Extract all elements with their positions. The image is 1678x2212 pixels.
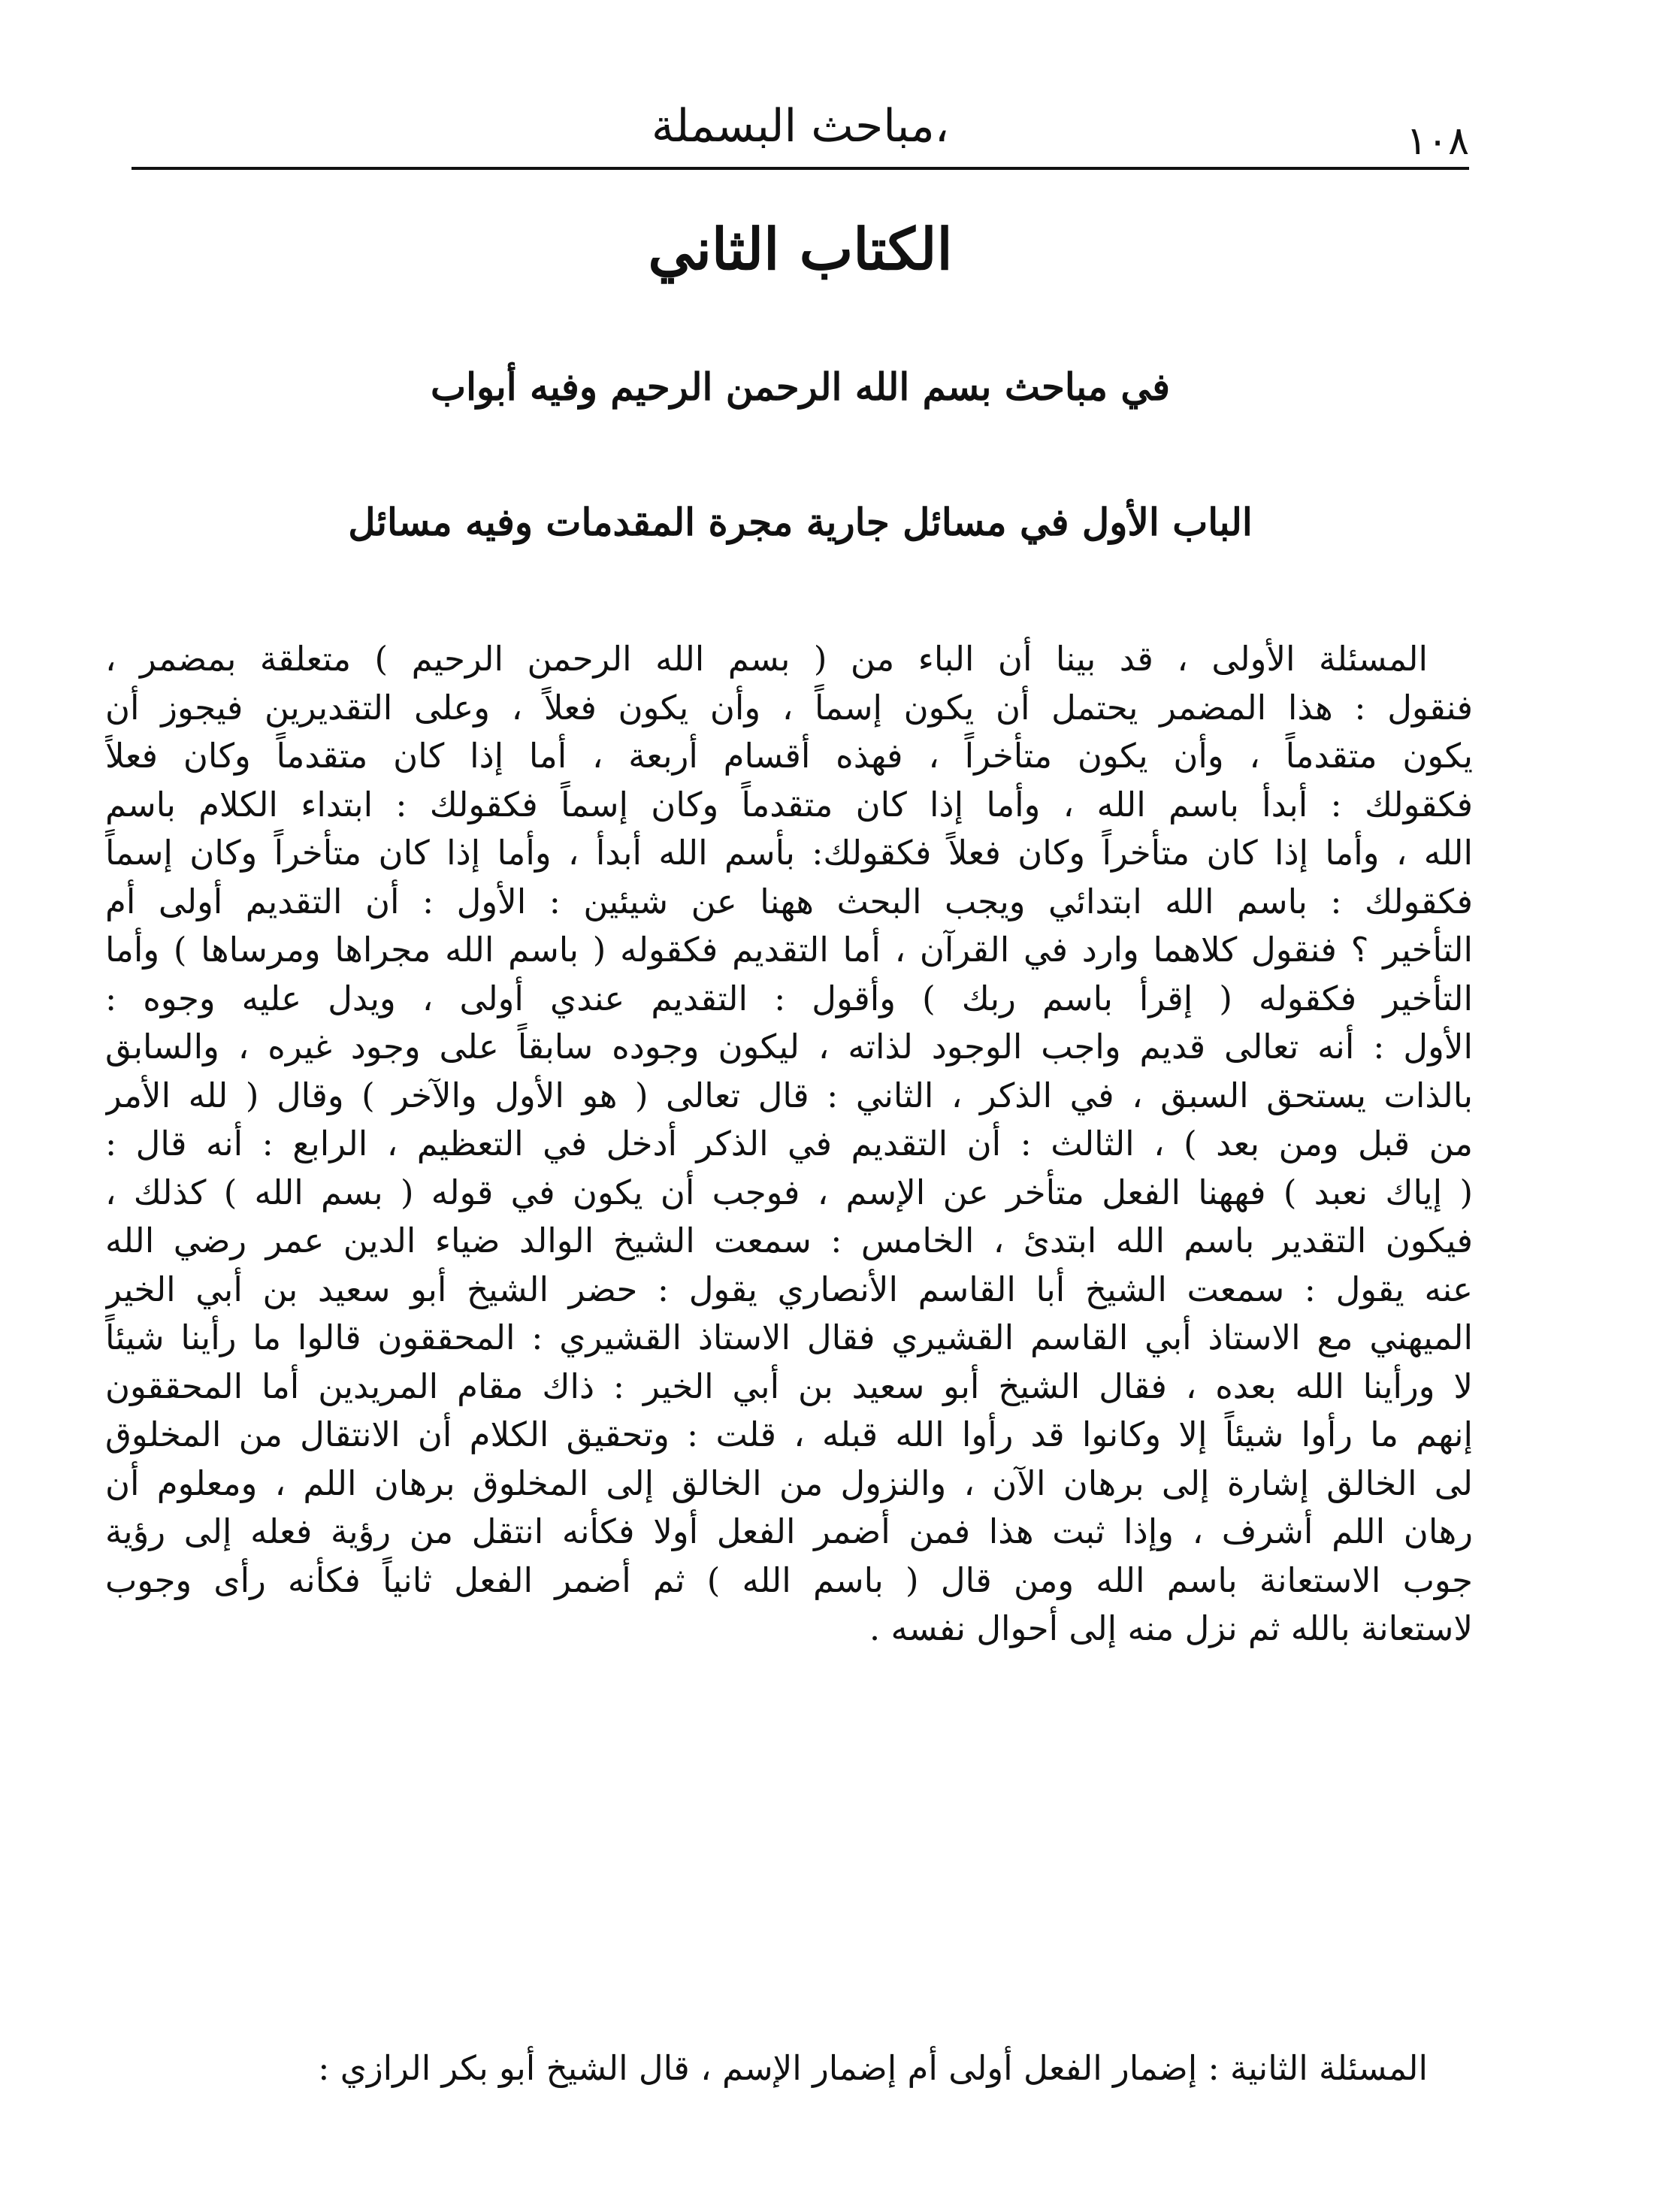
- text-line: بالذات يستحق السبق ، في الذكر ، الثاني : قال تعالى ( هو الأول والآخر ) وقال ( لله الأمر: [105, 1075, 1473, 1115]
- running-header: [132, 96, 1469, 171]
- text-line: جوب الاستعانة باسم الله ومن قال ( باسم الله ) ثم أضمر الفعل ثانياً فكأنه رأى وجوب: [105, 1560, 1473, 1600]
- book-title: الكتاب الثاني: [648, 216, 953, 283]
- text-line: ( إياك نعبد ) فههنا الفعل متأخر عن الإسم ، فوجب أن يكون في قوله ( بسم الله ) كذلك ،: [105, 1172, 1473, 1212]
- running-title: ،مباحث البسملة: [651, 100, 950, 153]
- text-line: المسئلة الأولى ، قد بينا أن الباء من ( بسم الله الرحمن الرحيم ) متعلقة بمضمر ،: [105, 639, 1428, 679]
- chapter-title: الباب الأول في مسائل جارية مجرة المقدمات وفيه مسائل: [348, 500, 1253, 544]
- text-line: لاستعانة بالله ثم نزل منه إلى أحوال نفسه .: [869, 1608, 1473, 1648]
- text-line: إنهم ما رأوا شيئاً إلا وكانوا قد رأوا الله قبله ، قلت : وتحقيق الكلام أن الانتقال من المخلوق: [105, 1415, 1473, 1454]
- page-number: ١٠٨: [1406, 119, 1469, 164]
- text-line: الله ، وأما إذا كان متأخراً وكان فعلاً فكقولك: بأسم الله أبدأ ، وأما إذا كان متأخراً وكان إسماً: [105, 833, 1473, 873]
- header-rule: [132, 167, 1469, 170]
- text-line: فكقولك : أبدأ باسم الله ، وأما إذا كان متقدماً وكان إسماً فكقولك : ابتداء الكلام باسم: [105, 784, 1473, 825]
- text-line: المسئلة الثانية : إضمار الفعل أولى أم إضمار الإسم ، قال الشيخ أبو بكر الرازي :: [318, 2048, 1428, 2088]
- text-line: التأخير ؟ فنقول كلاهما وارد في القرآن ، أما التقديم فكقوله ( باسم الله مجراها ومرساها ) وأما: [105, 930, 1473, 970]
- text-line: فيكون التقدير باسم الله ابتدئ ، الخامس : سمعت الشيخ الوالد ضياء الدين عمر رضي الله: [105, 1221, 1473, 1260]
- text-line: يكون متقدماً ، وأن يكون متأخراً ، فهذه أقسام أربعة ، أما إذا كان متقدماً وكان فعلاً: [105, 736, 1473, 776]
- text-line: لى الخالق إشارة إلى برهان الآن ، والنزول من الخالق إلى المخلوق برهان اللم ، ومعلوم أن: [105, 1463, 1473, 1503]
- text-line: لا ورأينا الله بعده ، فقال الشيخ أبو سعيد بن أبي الخير : ذاك مقام المريدين أما المحققون: [105, 1366, 1473, 1406]
- text-line: فكقولك : باسم الله ابتدائي ويجب البحث ههنا عن شيئين : الأول : أن التقديم أولى أم: [105, 881, 1473, 921]
- text-line: التأخير فكقوله ( إقرأ باسم ربك ) وأقول : التقديم عندي أولى ، ويدل عليه وجوه :: [105, 978, 1473, 1018]
- book-subtitle: في مباحث بسم الله الرحمن الرحيم وفيه أبواب: [431, 365, 1170, 409]
- text-line: الميهني مع الاستاذ أبي القاسم القشيري فقال الاستاذ القشيري : المحققون قالوا ما رأينا شيئاً: [105, 1318, 1473, 1357]
- text-line: فنقول : هذا المضمر يحتمل أن يكون إسماً ، وأن يكون فعلاً ، وعلى التقديرين فيجوز أن: [105, 687, 1473, 728]
- text-line: رهان اللم أشرف ، وإذا ثبت هذا فمن أضمر الفعل أولا فكأنه انتقل من رؤية فعله إلى رؤية: [105, 1511, 1473, 1551]
- second-question: [105, 2044, 1473, 2093]
- body-text: [105, 635, 1473, 1654]
- text-line: عنه يقول : سمعت الشيخ أبا القاسم الأنصاري يقول : حضر الشيخ أبو سعيد بن أبي الخير: [105, 1269, 1473, 1309]
- text-line: من قبل ومن بعد ) ، الثالث : أن التقديم في الذكر أدخل في التعظيم ، الرابع : أنه قال :: [105, 1124, 1473, 1163]
- text-line: الأول : أنه تعالى قديم واجب الوجود لذاته ، ليكون وجوده سابقاً على وجود غيره ، والسابق: [105, 1027, 1473, 1067]
